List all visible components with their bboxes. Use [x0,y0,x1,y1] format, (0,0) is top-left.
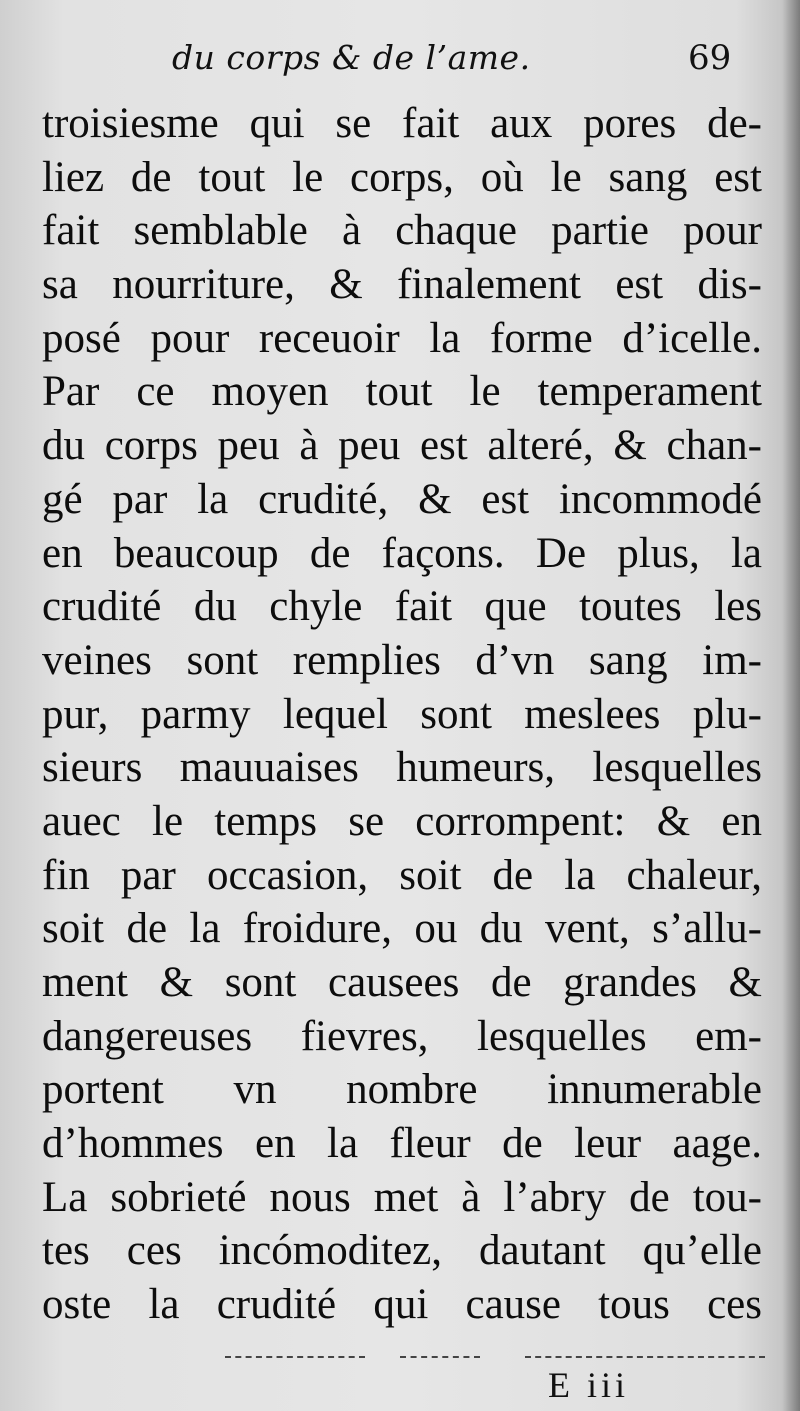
text-line: troisiesme qui se fait aux pores de- [42,100,762,147]
text-line: posé pour receuoir la forme d’icelle. [42,314,762,362]
text-line: soit de la froidure, ou du vent, s’allu- [42,905,762,953]
underline-marks [225,1356,765,1360]
page-header [0,38,800,88]
text-line: sieurs mauuaises humeurs, lesquelles [42,744,762,792]
body-text [42,97,762,1332]
text-line: fait semblable à chaque partie pour [42,207,762,255]
text-line: crudité du chyle fait que toutes les [42,583,762,631]
page-number: 69 [688,38,732,78]
text-line: liez de tout le corps, où le sang est [42,153,762,201]
text-line: tes ces incómoditez, dautant qu’elle [42,1227,762,1275]
text-line: sa nourriture, & finalement est dis- [42,261,762,309]
text-line: Par ce moyen tout le temperament [42,368,762,416]
text-line: fin par occasion, soit de la chaleur, [42,851,762,899]
text-line: dangereuses fievres, lesquelles em- [42,1012,762,1060]
page-footer [0,1364,800,1404]
text-line: en beaucoup de façons. De plus, la [42,529,762,577]
signature-mark: E iii [548,1365,629,1405]
text-line: gé par la crudité, & est incommodé [42,475,762,523]
text-line: auec le temps se corrompent: & en [42,797,762,845]
text-line: veines sont remplies d’vn sang im- [42,636,762,684]
text-line: La sobrieté nous met à l’abry de tou- [42,1173,762,1221]
running-head: du corps & de l’ame. [172,38,531,77]
text-line: pur, parmy lequel sont meslees plu- [42,690,762,738]
text-line: d’hommes en la fleur de leur aage. [42,1120,762,1168]
text-line: ment & sont causees de grandes & [42,959,762,1006]
text-line: portent vn nombre innumerable [42,1066,762,1114]
text-line: du corps peu à peu est alteré, & chan- [42,422,762,470]
text-line: oste la crudité qui cause tous ces [42,1281,762,1329]
